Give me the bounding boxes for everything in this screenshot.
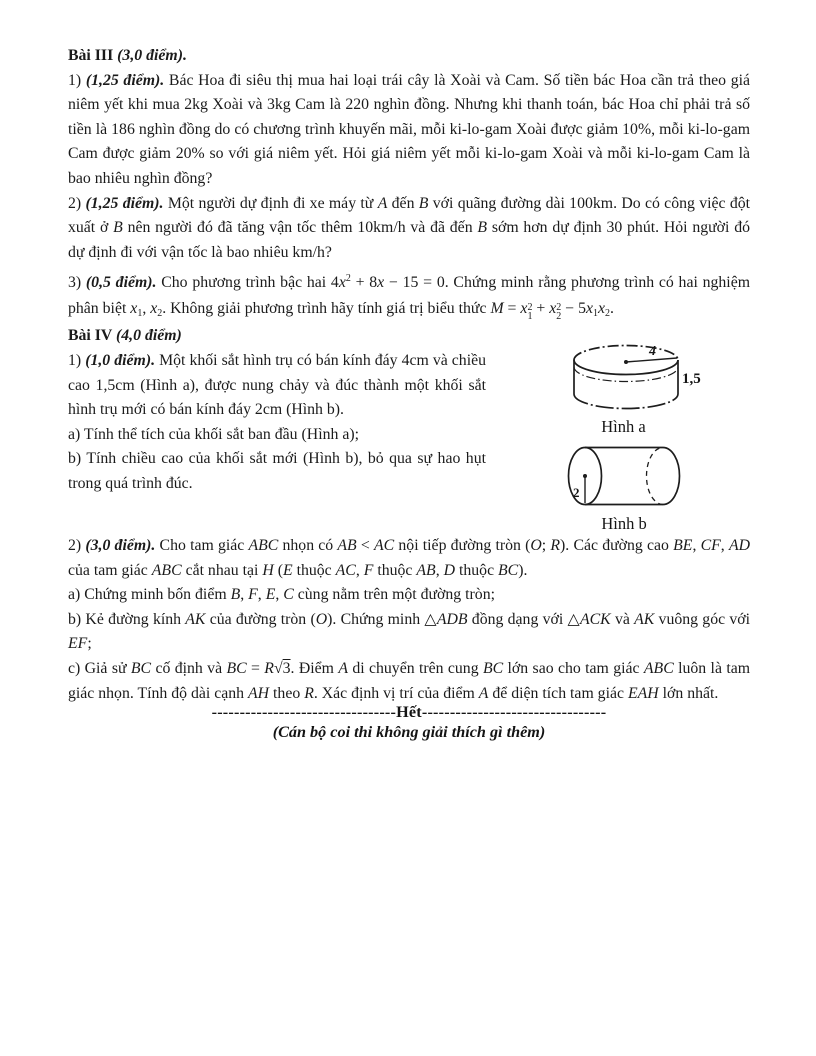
problem-iv-2: 2) (3,0 điểm). Cho tam giác ABC nhọn có AB < AC nội tiếp đường tròn (O; R). Các đường cao BE, CF, AD của tam giác ABC cắt nhau tại H (E thuộc AC, F thuộc AB, D thuộc BC). bbox=[68, 536, 750, 579]
problem-iii-2: 2) (1,25 điểm). Một người dự định đi xe máy từ A đến B với quãng đường dài 100km. Do có công việc đột xuất ở B nên người đó đã tăng vận tốc thêm 10km/h và đã đến B sớm hơn dự định 30 phút. Hỏi người đó dự định đi với vận tốc là bao nhiêu km/h? bbox=[68, 194, 751, 261]
problem-iv-2c: c) Giả sử BC cố định và BC = R√3. Điểm A di chuyển trên cung BC lớn sao cho tam giác ABC luôn là tam giác nhọn. Tính độ dài cạnh AH theo R. Xác định vị trí của điểm A để diện tích tam giác EAH lớn nhất. bbox=[68, 659, 751, 702]
radius-label-a: 4 bbox=[649, 343, 656, 359]
problem-iv-2a: a) Chứng minh bốn điểm B, F, E, C cùng nằm trên một đường tròn; bbox=[68, 586, 495, 604]
section-bai-iii bbox=[68, 44, 750, 327]
figure-b-caption: Hình b bbox=[601, 513, 647, 533]
proctor-note: (Cán bộ coi thi không giải thích gì thêm) bbox=[272, 723, 546, 742]
problem-iii-1: 1) (1,25 điểm). Bác Hoa đi siêu thị mua hai loại trái cây là Xoài và Cam. Số tiền bác Hoa cần trả theo giá niêm yết khi mua 2kg Xoài và 3kg Cam là 220 nghìn đồng. Nhưng khi thanh toán, bác Hoa chỉ phải trả số tiền là 186 nghìn đồng do có chương trình khuyến mãi, mỗi ki-lo-gam Xoài được giảm 10%, mỗi ki-lo-gam Cam được giảm 20% so với giá niêm yết. Hỏi giá niêm yết mỗi ki-lo-gam Xoài và mỗi ki-lo-gam Cam là bao nhiêu nghìn đồng? bbox=[68, 71, 751, 187]
problem-iv-2b: b) Kẻ đường kính AK của đường tròn (O). Chứng minh △ADB đồng dạng với △ACK và AK vuông góc với EF; bbox=[68, 610, 750, 653]
cylinder-a-drawing bbox=[569, 343, 719, 413]
bai-iii-heading bbox=[68, 44, 750, 69]
cylinder-b-drawing bbox=[567, 446, 687, 508]
problem-iv-1: 1) (1,0 điểm). Một khối sắt hình trụ có bán kính đáy 4cm và chiều cao 1,5cm (Hình a), được nung chảy và đúc thành một khối sắt hình trụ mới có bán kính đáy 2cm (Hình b). bbox=[68, 351, 486, 419]
section-bai-iv bbox=[68, 324, 750, 706]
end-marker: ---------------------------------Hết--------------------------------- bbox=[211, 703, 607, 722]
bai-iv-points: (4,0 điểm) bbox=[116, 327, 182, 345]
figure-column bbox=[490, 343, 750, 534]
problem-iv-1a: a) Tính thể tích của khối sắt ban đầu (Hình a); bbox=[68, 425, 359, 443]
problem-iv-1b: b) Tính chiều cao của khối sắt mới (Hình b), bỏ qua sự hao hụt trong quá trình đúc. bbox=[68, 450, 486, 492]
problem-iii-3: 3) (0,5 điểm). Cho phương trình bậc hai $4x^2 + 8x - 15 = 0$. Chứng minh rằng phương trình có hai nghiệm phân biệt x1, x2. Không giải phương trình hãy tính giá trị biểu thức M = x 2 1 + x 2 2 − 5x1x2. bbox=[68, 273, 750, 323]
radius-label-b: 2 bbox=[573, 484, 580, 500]
height-label-a: 1,5 bbox=[682, 370, 701, 387]
bai-iii-title: Bài III bbox=[68, 47, 114, 64]
bai-iv-title: Bài IV bbox=[68, 327, 113, 345]
bai-iii-points: (3,0 điểm). bbox=[117, 47, 187, 64]
figure-a-caption: Hình a bbox=[601, 416, 646, 436]
